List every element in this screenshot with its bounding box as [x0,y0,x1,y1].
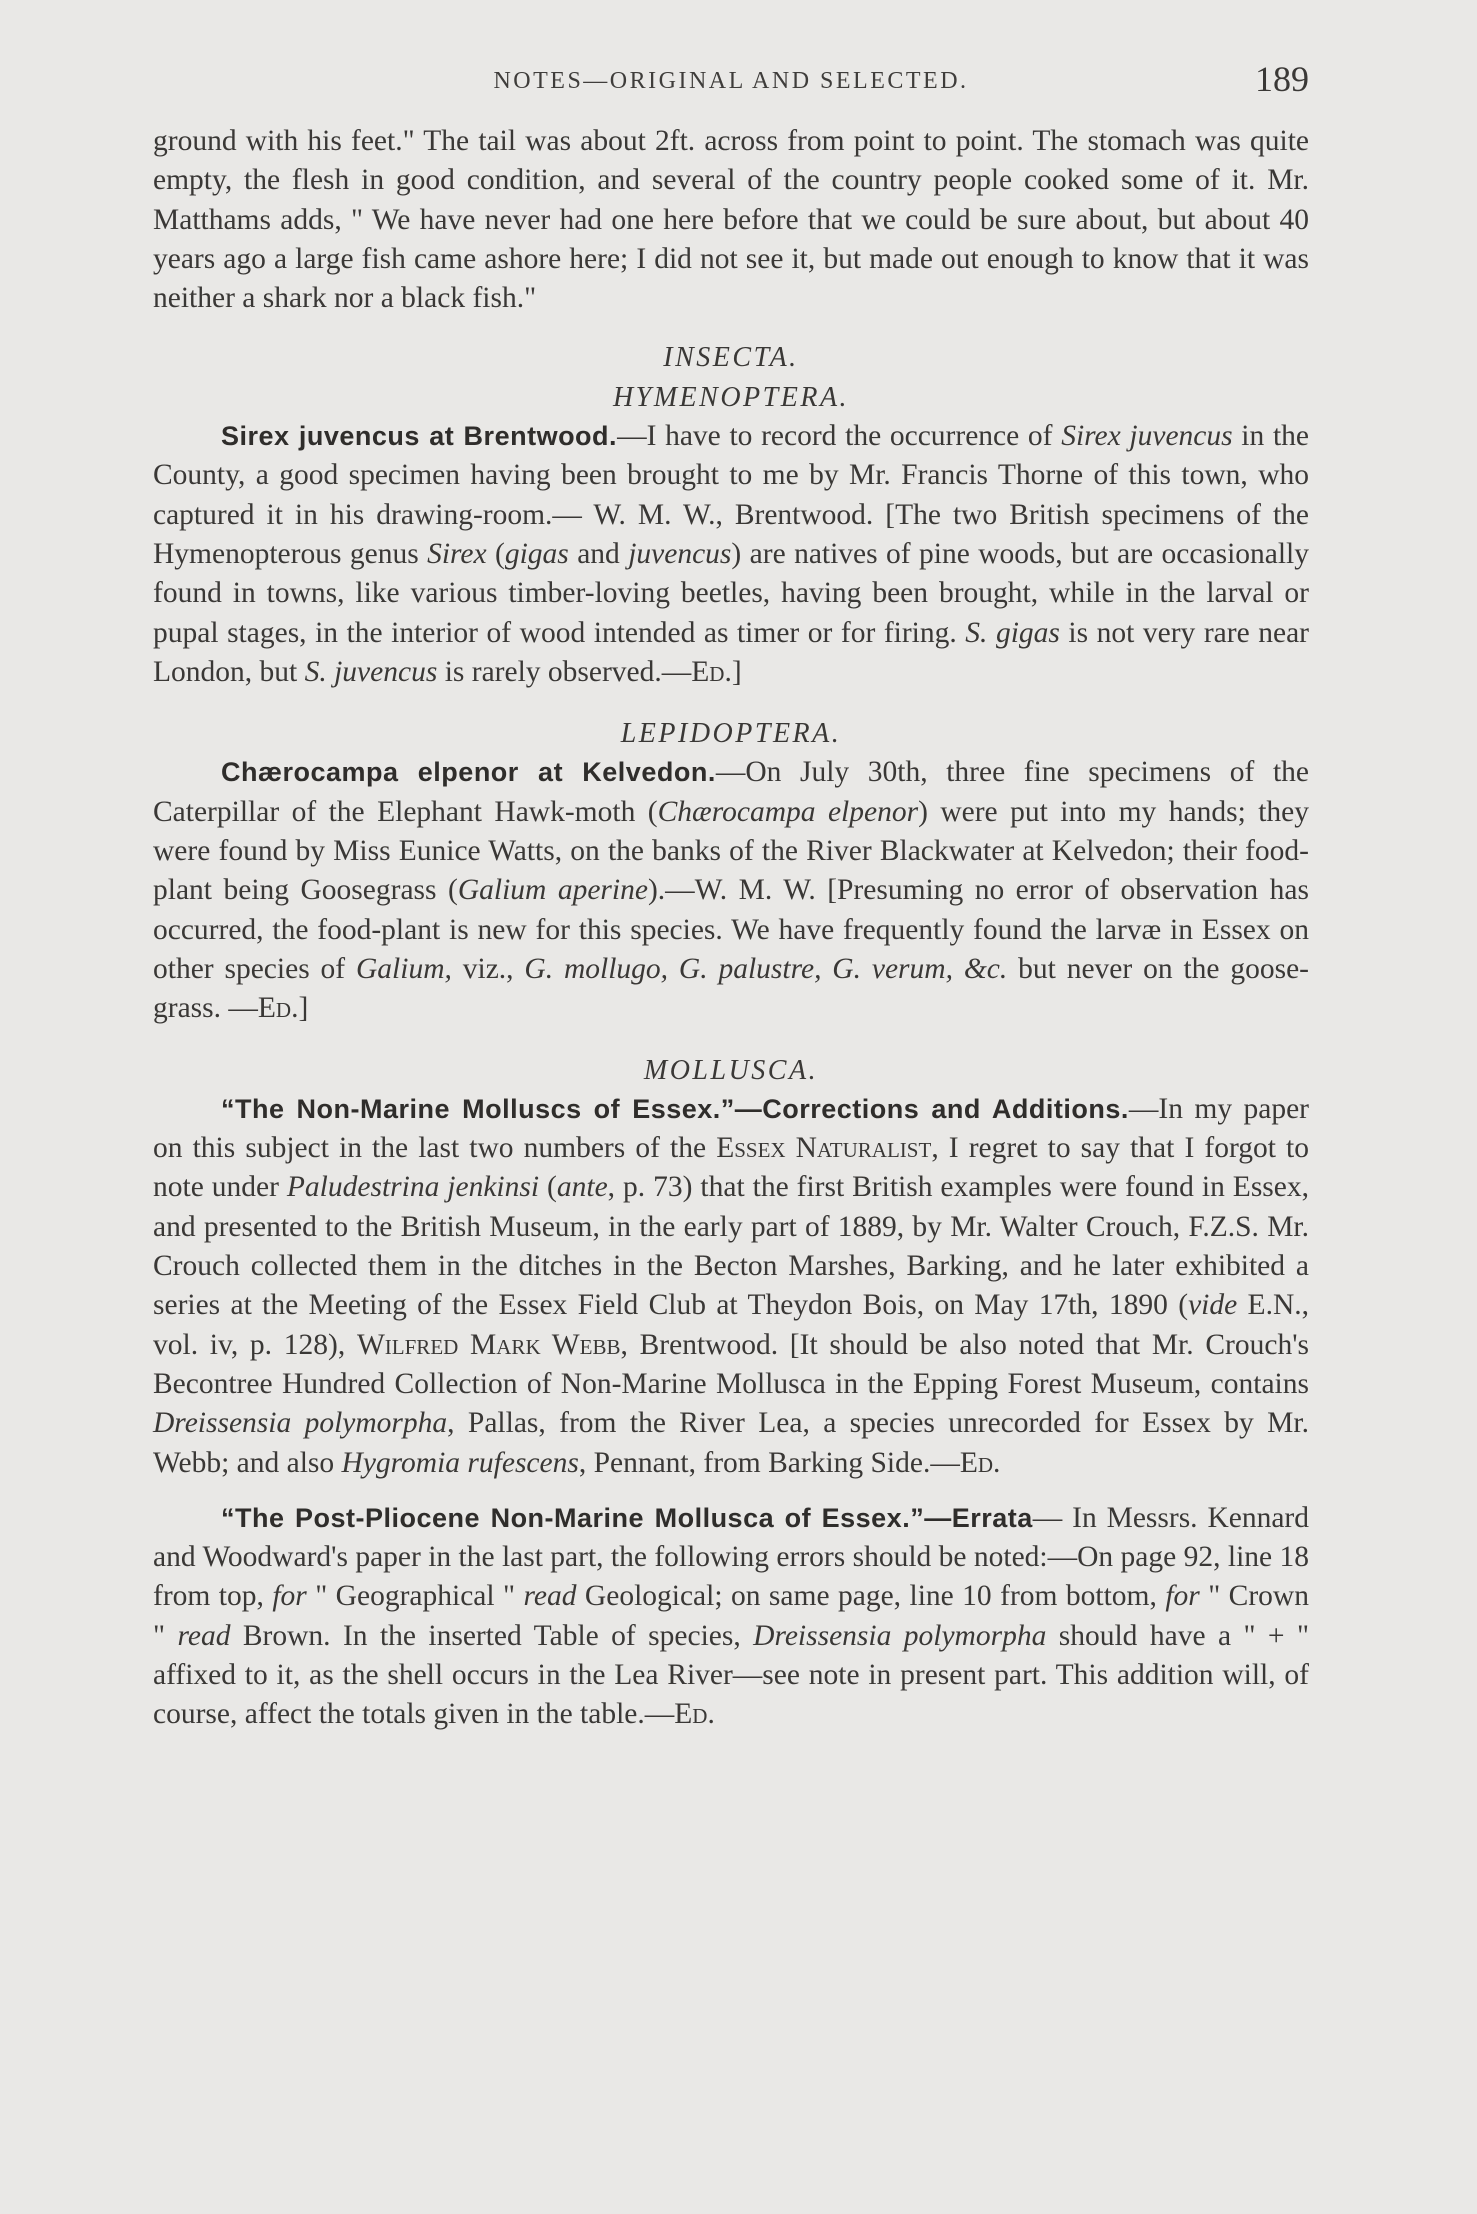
note-text: " Geographical " [306,1580,524,1613]
editor-signature: Ed. [257,992,299,1025]
note-text: , Brentwood. [It should be also noted that Mr. Crouch's Becontree Hundred Collection of Non-Marine Mollusca in the Epping Forest Museum, contains [153,1328,1309,1400]
journal-name: Essex Naturalist [716,1132,932,1165]
note-text: —On July 30th, three fine specimens of the Caterpillar of the Elephant Hawk-moth ( [153,756,1309,828]
species-list: G. mollugo, G. palustre, G. verum, &c. [524,952,1008,985]
note-text: but never on the goose-grass. — [153,952,1309,1025]
page-number: 189 [1255,59,1309,99]
note-title: Sirex juvencus at Brentwood. [221,421,618,452]
species-name: S. gigas [965,616,1060,649]
note-text: ).—W. M. W. [Presuming no error of observation has occurred, the food-plant is new for this species. We have frequently found the larvæ in Essex on other species of [153,874,1309,985]
editor-signature: Ed. [691,655,732,688]
note-text: ) were put into my hands; they were found by Miss Eunice Watts, on the banks of the River Blackwater at Kelvedon; their food-plant being Goosegrass ( [153,795,1310,907]
note-text: ( [539,1171,557,1204]
species-name: Dreissensia polymorpha [753,1619,1047,1652]
species-name: S. juvencus [304,655,438,688]
editor-signature: Ed. [959,1446,1001,1479]
species-name: juvencus [628,537,732,570]
note-text: viz., [451,952,525,985]
species-name: Hygromia rufescens [341,1446,579,1479]
running-header [153,56,1309,112]
note-text: and [568,537,629,570]
latin-term: for [1165,1580,1200,1613]
latin-term: read [177,1619,231,1652]
author-signature: Wilfred Mark Webb [356,1328,621,1361]
genus-name: Sirex [427,537,487,570]
note-title: Chærocampa elpenor at Kelvedon. [221,757,716,788]
latin-term: ante [556,1171,608,1204]
latin-term: read [523,1580,577,1613]
section-heading-insecta: INSECTA. [663,342,799,374]
species-name: Chærocampa elpenor [657,795,919,828]
note-text: should have a " + " affixed to it, as the shell occurs in the Lea River—see note in present part. This addition will, of course, affect the totals given in the table.— [153,1619,1309,1731]
text-column [153,56,1309,1735]
note-text: is not very rare near London, but [153,616,1309,688]
note-text: , p. 73) that the first British examples were found in Essex, and presented to the British Museum, in the early part of 1889, by Mr. Walter Crouch, F.Z.S. Mr. Crouch collected them in the ditches in the Becton Marshes, Barking, and he later exhibited a series at the Meeting of the Essex Field Club at Theydon Bois, on May 17th, 1890 ( [153,1171,1310,1322]
note-sirex-juvencus [153,417,1309,692]
note-text: E.N., vol. iv, p. 128), [153,1289,1309,1361]
note-text: is rarely observed.— [437,655,692,688]
note-text: " Crown " [153,1580,1309,1652]
note-text: Brown. In the inserted Table of species, [230,1619,754,1652]
note-non-marine-molluscs [153,1090,1309,1483]
genus-name: Galium, [356,952,452,985]
note-text: , I regret to say that I forgot to note under [153,1132,1309,1204]
note-text: — In Messrs. Kennard and Woodward's paper in the last part, the following errors should be noted:—On page 92, line 18 from top, [153,1501,1310,1613]
note-title: “The Post-Pliocene Non-Marine Mollusca of Essex.”—Errata [221,1502,1033,1533]
note-post-pliocene-errata [153,1499,1309,1735]
species-name: Paludestrina jenkinsi [286,1171,540,1204]
note-text: in the County, a good specimen having been brought to me by Mr. Francis Thorne of this town, who captured it in his drawing-room.— W. M. W., Brentwood. [The two British specimens of the Hymenopterous genus [153,420,1309,570]
running-title: NOTES—ORIGINAL AND SELECTED. [493,68,969,94]
species-name: Sirex juvencus [1061,420,1233,453]
species-name: gigas [504,537,569,570]
note-text: —In my paper on this subject in the last two numbers of the [153,1092,1310,1165]
note-chaerocampa-elpenor [153,753,1309,1028]
note-text: , Pennant, from Barking Side.— [578,1446,960,1479]
note-text: ) are natives of pine woods, but are occasionally found in towns, like various timber-loving beetles, having been brought, while in the larval or pupal stages, in the interior of wood intended as timer or for firing. [153,537,1309,649]
latin-term: vide [1188,1289,1238,1322]
section-heading-mollusca: MOLLUSCA. [643,1054,819,1086]
note-text: ( [486,537,505,570]
note-text: —I have to record the occurrence of [617,420,1062,453]
note-text: Geological; on same page, line 10 from bottom, [576,1580,1166,1613]
note-text: ] [731,655,742,688]
note-title: “The Non-Marine Molluscs of Essex.”—Corrections and Additions. [221,1093,1129,1124]
species-name: Dreissensia polymorpha [153,1407,448,1440]
note-text: ] [298,992,309,1025]
section-heading-lepidoptera: LEPIDOPTERA. [620,718,842,750]
continuation-paragraph: ground with his feet." The tail was about 2ft. across from point to point. The stomach was quite empty, the flesh in good condition, and several of the country people cooked some of it. Mr. Matthams adds, " We have never had one here before that we could be sure about, but about 40 years ago a large fish came ashore here; I did not see it, but made out enough to know that it was neither a shark nor a black fish." [153,125,1309,315]
editor-signature: Ed. [674,1698,715,1731]
note-text: , Pallas, from the River Lea, a species unrecorded for Essex by Mr. Webb; and also [153,1407,1309,1479]
section-subheading-hymenoptera: HYMENOPTERA. [612,381,850,413]
latin-term: for [272,1580,307,1613]
species-name: Galium aperine [457,874,648,907]
